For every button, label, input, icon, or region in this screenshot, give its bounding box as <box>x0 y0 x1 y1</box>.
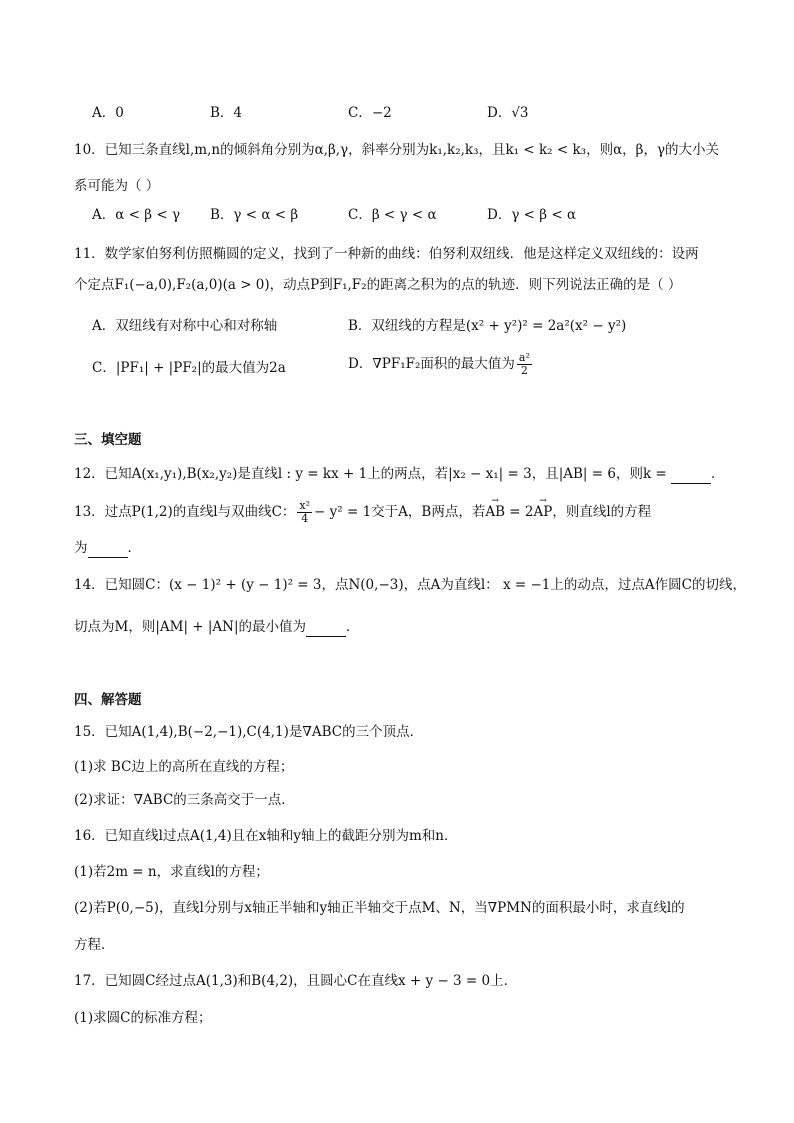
q11-option-d-fraction <box>517 352 532 377</box>
q9-option-d: D．√3 <box>487 105 529 121</box>
q9-option-a: A．0 <box>92 105 124 121</box>
q12-answer-blank <box>671 469 711 484</box>
section4-heading: 四、解答题 <box>74 692 142 708</box>
q11-option-d-text: D．∇PF₁F₂面积的最大值为 <box>348 356 515 372</box>
q10-stem-line1: 10．已知三条直线l,m,n的倾斜角分别为α,β,γ，斜率分别为k₁,k₂,k₃，且k₁ < k₂ < k₃，则α，β，γ的大小关 <box>74 142 720 158</box>
q13-line2: 为 <box>74 540 88 556</box>
q9-option-c: C．−2 <box>348 105 392 121</box>
q10-option-b: B．γ < α < β <box>210 207 299 223</box>
q11-option-a: A．双纽线有对称中心和对称轴 <box>92 318 278 334</box>
q13-answer-blank <box>88 543 128 558</box>
q10-option-d: D．γ < β < α <box>487 207 577 223</box>
q11-option-c: C．|PF₁| + |PF₂|的最大值为2a <box>92 360 286 376</box>
section3-heading: 三、填空题 <box>74 432 142 448</box>
q16-part2-line1: (2)若P(0,−5)，直线l分别与x轴正半轴和y轴正半轴交于点M、N，当∇PMN的面积最小时，求直线l的 <box>74 900 685 916</box>
q14-answer-blank <box>306 622 346 637</box>
q13-stem-line2: 为 ． <box>74 540 141 556</box>
q12-text: 12．已知A(x₁,y₁),B(x₂,y₂)是直线l : y = kx + 1上的两点，若|x₂ − x₁| = 3，且|AB| = 6，则k = <box>74 466 667 482</box>
q10-option-a: A．α < β < γ <box>92 207 181 223</box>
q11-option-d <box>348 352 534 377</box>
q17-part1: (1)求圆C的标准方程； <box>74 1010 212 1026</box>
q11-option-b: B．双纽线的方程是(x² + y²)² = 2a²(x² − y²) <box>348 318 627 334</box>
q13-post: ，则直线l的方程 <box>552 504 652 520</box>
q14-stem-line2: 切点为M，则|AM| + |AN|的最小值为 ． <box>74 619 360 635</box>
q11-option-d-denominator: 2 <box>520 364 528 377</box>
q13-vector-ab: → AB <box>485 502 505 522</box>
q16-stem: 16．已知直线l过点A(1,4)且在x轴和y轴上的截距分别为m和n． <box>74 828 458 844</box>
q13-fraction <box>297 500 312 525</box>
q13-pre: 13．过点P(1,2)的直线l与双曲线C： <box>74 504 296 520</box>
q13-vector-ap: → AP <box>534 502 553 522</box>
q15-part2: (2)求证：∇ABC的三条高交于一点． <box>74 792 295 808</box>
q11-stem-line2: 个定点F₁(−a,0),F₂(a,0)(a > 0)，动点P到F₁,F₂的距离之积为的点的轨迹．则下列说法正确的是（ ） <box>74 277 682 293</box>
q16-part1: (1)若2m = n，求直线l的方程； <box>74 864 269 880</box>
q17-stem: 17．已知圆C经过点A(1,3)和B(4,2)，且圆心C在直线x + y − 3 = 0上． <box>74 973 518 989</box>
q10-option-c: C．β < γ < α <box>348 207 437 223</box>
q14-line2: 切点为M，则|AM| + |AN|的最小值为 <box>74 619 307 635</box>
q14-stem-line1: 14．已知圆C：(x − 1)² + (y − 1)² = 3，点N(0,−3)，点A为直线l： x = −1上的动点，过点A作圆C的切线， <box>74 577 746 593</box>
q12-stem: 12．已知A(x₁,y₁),B(x₂,y₂)是直线l : y = kx + 1上的两点，若|x₂ − x₁| = 3，且|AB| = 6，则k = ． <box>74 466 725 482</box>
q13-mid: − y² = 1交于A，B两点，若 <box>314 504 486 520</box>
q16-part2-line2: 方程． <box>74 937 115 953</box>
q13-stem-line1 <box>74 500 754 525</box>
q13-denominator: 4 <box>301 512 309 525</box>
q15-part1: (1)求 BC边上的高所在直线的方程； <box>74 759 294 775</box>
q11-stem-line1: 11．数学家伯努利仿照椭圆的定义，找到了一种新的曲线：伯努利双纽线．他是这样定义双纽线的：设两 <box>74 246 699 262</box>
q13-eq: = 2 <box>505 504 534 520</box>
q15-stem: 15．已知A(1,4),B(−2,−1),C(4,1)是∇ABC的三个顶点． <box>74 724 424 740</box>
q9-option-b: B．4 <box>210 105 243 121</box>
q10-stem-line2: 系可能为（ ） <box>74 178 160 194</box>
q13-numerator: x² <box>299 499 311 512</box>
q11-option-d-numerator: a² <box>518 351 530 364</box>
